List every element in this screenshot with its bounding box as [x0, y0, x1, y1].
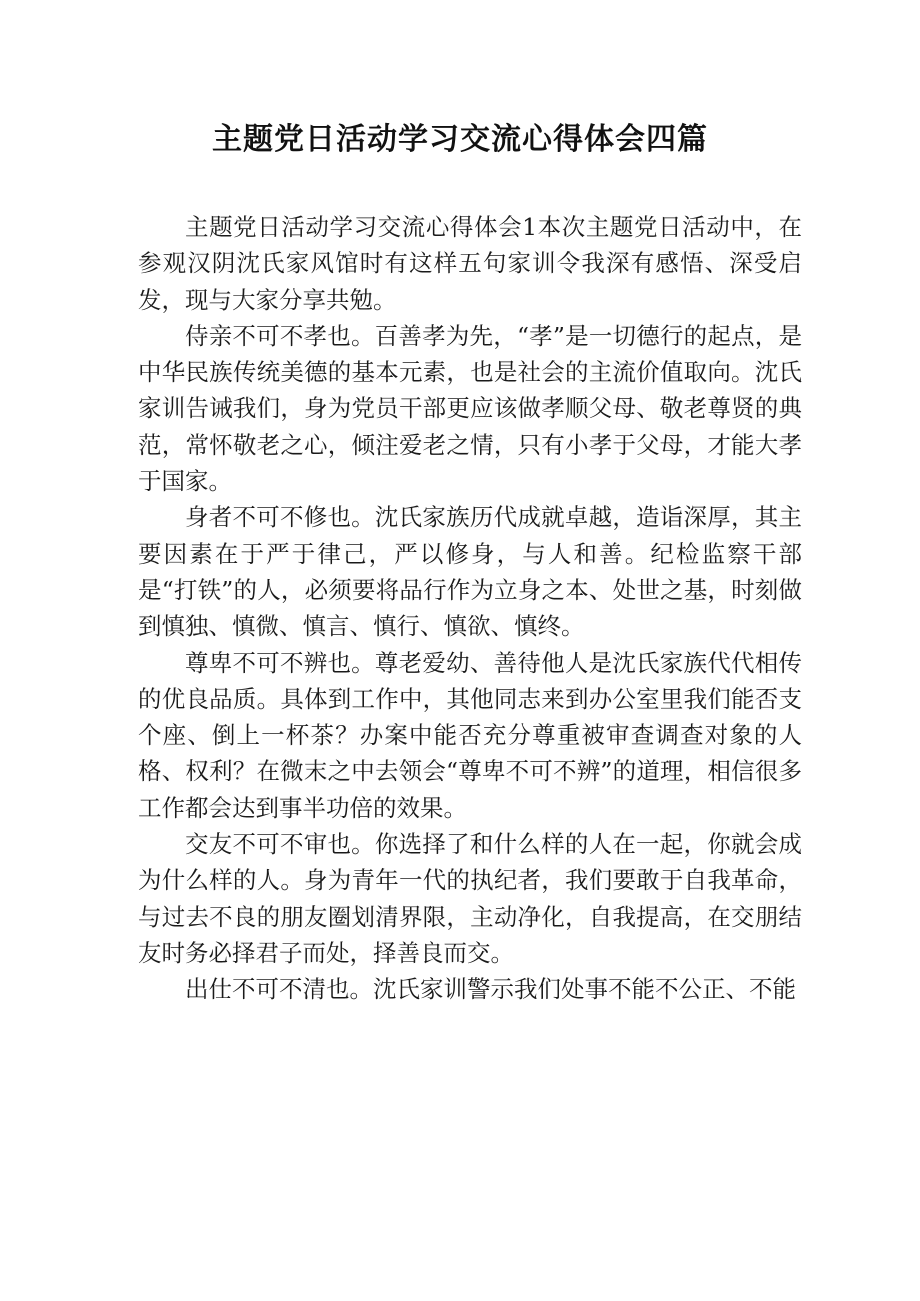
paragraph-self-cultivation: 身者不可不修也。沈氏家族历代成就卓越，造诣深厚，其主要因素在于严于律己，严以修身，与人和善。纪检监察干部是“打铁”的人，必须要将品行作为立身之本、处世之基，时刻做到慎独、慎微、慎言、慎行、慎欲、慎终。 [138, 503, 802, 641]
document-title: 主题党日活动学习交流心得体会四篇 [212, 122, 708, 157]
paragraph-integrity: 出仕不可不清也。沈氏家训警示我们处事不能不公正、不能 [185, 975, 796, 1004]
paragraph-friendship: 交友不可不审也。你选择了和什么样的人在一起，你就会成为什么样的人。身为青年一代的执纪者，我们要敢于自我革命，与过去不良的朋友圈划清界限，主动净化，自我提高，在交朋结友时务必择君子而处，择善良而交。 [138, 830, 802, 967]
paragraph-filial-piety: 侍亲不可不孝也。百善孝为先，“孝”是一切德行的起点，是中华民族传统美德的基本元素，也是社会的主流价值取向。沈氏家训告诫我们，身为党员干部更应该做孝顺父母、敬老尊贤的典范，常怀敬老之心，倾注爱老之情，只有小孝于父母，才能大孝于国家。 [138, 321, 802, 496]
paragraph-intro: 主题党日活动学习交流心得体会1本次主题党日活动中，在参观汉阴沈氏家风馆时有这样五句家训令我深有感悟、深受启发，现与大家分享共勉。 [138, 213, 802, 314]
document-body [138, 209, 802, 1008]
paragraph-respect: 尊卑不可不辨也。尊老爱幼、善待他人是沈氏家族代代相传的优良品质。具体到工作中，其他同志来到办公室里我们能否支个座、倒上一杯茶？办案中能否充分尊重被审查调查对象的人格、权利？在微末之中去领会“尊卑不可不辨”的道理，相信很多工作都会达到事半功倍的效果。 [138, 648, 802, 822]
